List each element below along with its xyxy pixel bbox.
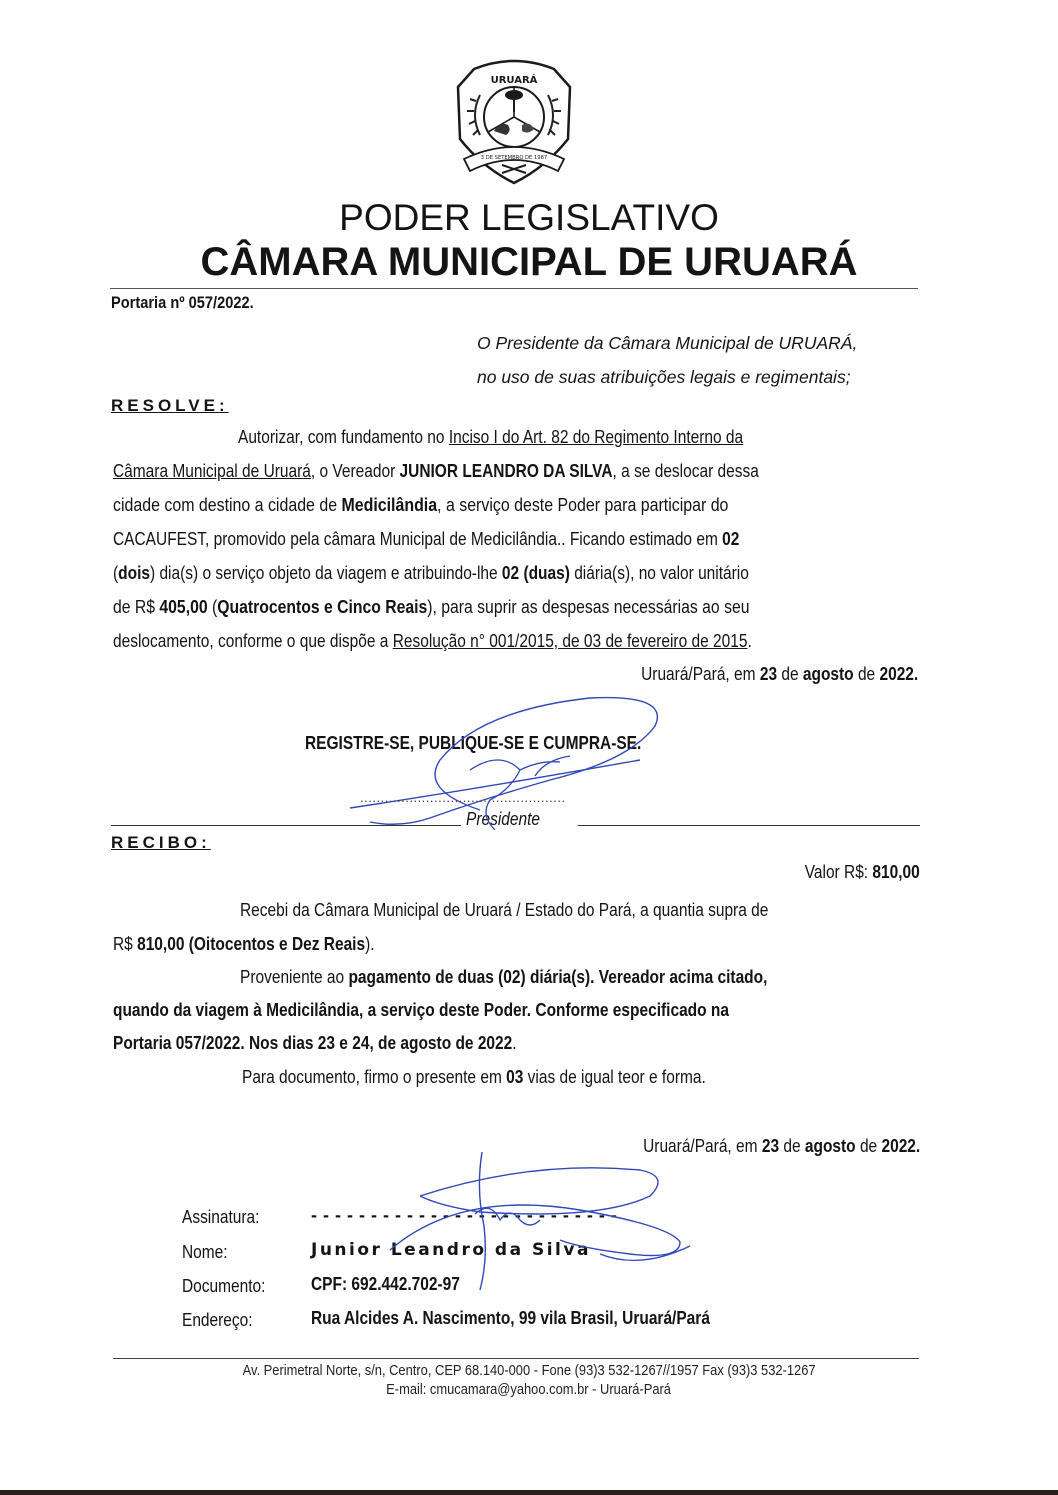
text: R$ [113,934,138,954]
text: Proveniente ao [240,967,349,987]
documento-value: CPF: 692.442.702-97 [311,1274,460,1294]
coat-of-arms-seal-icon [450,55,578,187]
text: Uruará/Pará, em [642,1136,762,1156]
assinatura-label: Assinatura: [182,1207,260,1227]
text: deslocamento, conforme o que dispõe a [113,631,393,651]
text: . [747,631,752,651]
recibo-valor [500,861,920,883]
text: de [776,664,803,684]
text: ( [207,597,218,617]
resolve-line-7 [113,630,752,652]
text: de [853,664,880,684]
text: de R$ [113,597,160,617]
endereco-label: Endereço: [182,1310,253,1330]
recibo-paragraph-3 [242,1066,706,1088]
scan-bottom-edge [0,1490,1058,1495]
date-month: agosto [802,664,854,684]
footer-divider [113,1358,919,1359]
president-signature-line: .................................................. [360,790,566,805]
date-month: agosto [804,1136,856,1156]
text: cidade com destino a cidade de [113,495,342,515]
valor-label: Valor R$: [804,862,873,882]
endereco-value: Rua Alcides A. Nascimento, 99 vila Brasil, Uruará/Pará [311,1308,710,1328]
diarias-count: 02 (duas) [501,563,570,583]
seal-name-text: URUARÁ [490,75,538,86]
valor-amount: 810,00 [872,862,920,882]
resolve-line-1 [238,426,743,448]
days-count: 02 [722,529,740,549]
nome-label: Nome: [182,1242,228,1262]
recibo-paragraph-1-line-2 [113,933,375,955]
text: Para documento, firmo o presente em [242,1067,507,1087]
unit-value-words: Quatrocentos e Cinco Reais [217,597,428,617]
assinatura-line: - - - - - - - - - - - - - - - - - - - - - - - - - - [311,1205,618,1225]
resolve-line-5 [113,562,749,584]
recibo-date [420,1135,920,1157]
portaria-number: Portaria nº 057/2022. [111,293,254,312]
header-title-line1: PODER LEGISLATIVO [339,197,719,238]
text: , a se deslocar dessa [612,461,759,481]
divider-left [111,825,461,826]
camara-reference: Câmara Municipal de Uruará [113,461,311,481]
registre-se-text: REGISTRE-SE, PUBLIQUE-SE E CUMPRA-SE. [305,733,642,753]
text: de [855,1136,882,1156]
vereador-name: JUNIOR LEANDRO DA SILVA [399,461,613,481]
resolve-line-2 [113,460,759,482]
text: ). [365,934,375,954]
resolve-heading: RESOLVE: [111,396,229,415]
preamble-line-2: no uso de suas atribuições legais e regimentais; [477,367,851,387]
header-divider [110,288,918,289]
recibo-paragraph-2-line-2: quando da viagem à Medicilândia, a serviço deste Poder. Conforme especificado na [113,1000,729,1020]
footer-address [0,1362,1058,1380]
text-bold: Portaria 057/2022. Nos dias 23 e 24, de agosto de 2022 [113,1033,513,1053]
text: vias de igual teor e forma. [523,1067,706,1087]
recibo-paragraph-2-line-3 [113,1032,517,1054]
documento-label: Documento: [182,1276,266,1296]
resolve-date [420,663,918,685]
destination-city: Medicilândia [341,495,438,515]
divider-right [578,825,920,826]
resolucao-reference: Resolução n° 001/2015, de 03 de fevereiro de 2015 [392,631,748,651]
total-amount: 810,00 (Oitocentos e Dez Reais [137,934,366,954]
text: diária(s), no valor unitário [569,563,749,583]
preamble-line-1: O Presidente da Câmara Municipal de URUARÁ, [477,333,858,353]
text-bold: pagamento de duas (02) diária(s). Vereador acima citado, [348,967,768,987]
recibo-paragraph-2-line-1 [240,966,767,988]
text: , a serviço deste Poder para participar do [437,495,729,515]
unit-value: 405,00 [159,597,208,617]
text: de [778,1136,805,1156]
footer-line-2: E-mail: cmucamara@yahoo.com.br - Uruará-Pará [386,1381,672,1398]
nome-value: Junior Leandro da Silva [311,1240,591,1260]
footer-email [0,1381,1058,1399]
signer-role: Presidente [466,809,541,829]
date-day: 23 [759,664,777,684]
text: , o Vereador [310,461,400,481]
date-day: 23 [761,1136,779,1156]
text: ( [113,563,119,583]
recibo-paragraph-1-line-1: Recebi da Câmara Municipal de Uruará / Estado do Pará, a quantia supra de [240,900,769,920]
copies-count: 03 [506,1067,524,1087]
resolve-line-3 [113,494,728,516]
footer-line-1: Av. Perimetral Norte, s/n, Centro, CEP 68.140-000 - Fone (93)3 532-1267//1957 Fax (93)3 532-1267 [242,1362,816,1379]
text: ), para suprir as despesas necessárias ao seu [427,597,750,617]
resolve-line-4 [113,528,739,550]
text: CACAUFEST, promovido pela câmara Municipal de Medicilândia.. Ficando estimado em [113,529,723,549]
header-title-line2: CÂMARA MUNICIPAL DE URUARÁ [200,240,858,284]
text: Uruará/Pará, em [640,664,760,684]
recibo-heading: RECIBO: [111,833,211,852]
regimento-reference: Inciso I do Art. 82 do Regimento Interno da [448,427,744,447]
preamble [477,326,857,394]
text: Autorizar, com fundamento no [238,427,449,447]
text: ) dia(s) o serviço objeto da viagem e atribuindo-lhe [149,563,502,583]
seal-ribbon-text: 3 DE SETEMBRO DE 1987 [480,155,548,161]
resolve-line-6 [113,596,749,618]
text: . [512,1033,517,1053]
date-year: 2022. [879,664,918,684]
days-words: dois [118,563,150,583]
date-year: 2022. [881,1136,920,1156]
